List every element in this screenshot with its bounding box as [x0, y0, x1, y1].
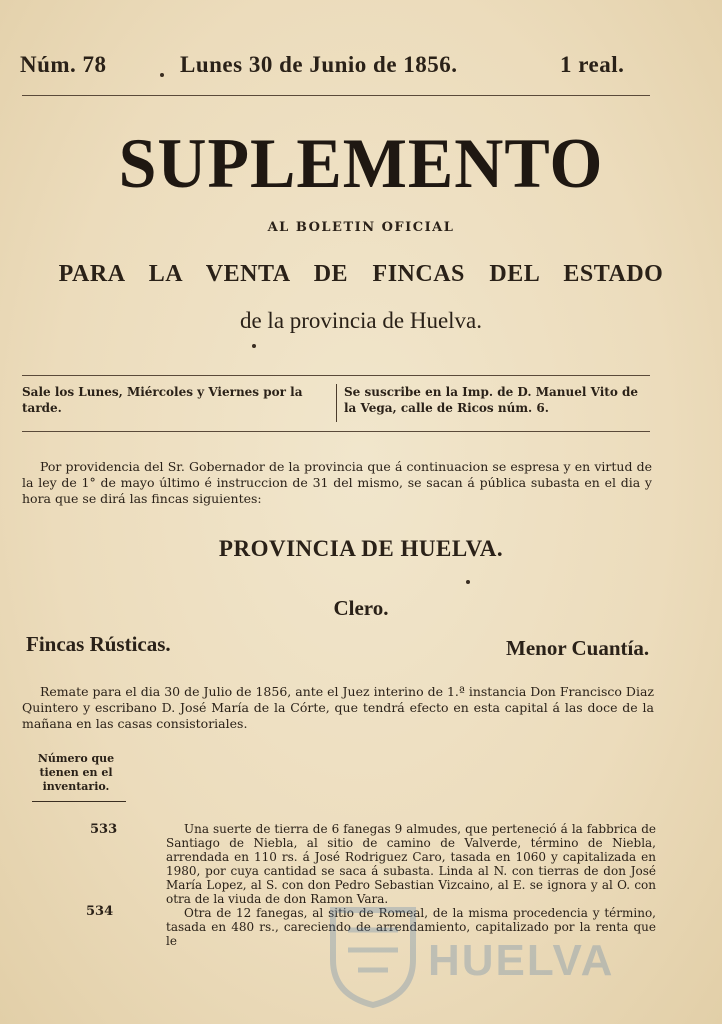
issue-number: Núm. 78	[20, 52, 107, 77]
print-speck	[466, 580, 470, 584]
issue-price: 1 real.	[560, 52, 625, 77]
intro-paragraph: Por providencia del Sr. Gobernador de la provincia que á continuacion se espresa y en virtud de la ley de 1° de mayo último é instruccion de 31 del mismo, se sacan á pública subasta en el dia y hora que se dirá las fincas siguientes:	[22, 459, 652, 506]
auction-notice: Remate para el dia 30 de Julio de 1856, ante el Juez interino de 1.ª instancia Don Francisco Diaz Quintero y escribano D. José María de la Córte, que tendrá efecto en esta capital á las doce de la mañana en las casas consistoriales.	[22, 684, 654, 731]
masthead-title: SUPLEMENTO	[118, 123, 604, 203]
header-rule	[22, 95, 650, 96]
masthead-purpose: PARA LA VENTA DE FINCAS DEL ESTADO	[58, 261, 664, 287]
minor-value-heading: Menor Cuantía.	[506, 636, 650, 660]
publication-schedule: Sale los Lunes, Miércoles y Viernes por la tarde.	[22, 385, 303, 415]
print-speck	[252, 344, 256, 348]
info-bottom-rule	[22, 431, 650, 432]
inventory-number-header: Número que tienen en el inventario.	[37, 752, 115, 793]
info-top-rule	[22, 375, 650, 376]
masthead-province: de la provincia de Huelva.	[239, 308, 483, 333]
issue-date: Lunes 30 de Junio de 1856.	[180, 52, 458, 77]
archive-watermark	[318, 900, 638, 1010]
entry-description: Una suerte de tierra de 6 fanegas 9 almudes, que perteneció á la fabbrica de Santiago de Niebla, al sitio de camino de Valverde, término de Niebla, arrendada en 110 rs. á José Rodriguez Caro, tasada en 1060 y capitalizada en 1980, por cuya cantidad se saca á subasta. Linda al N. con tierras de don José María Lopez, al S. con don Pedro Sebastian Vizcaino, al E. se ignora y al O. con otra de la viuda de don Ramon Vara.	[166, 822, 656, 906]
province-heading: PROVINCIA DE HUELVA.	[218, 536, 504, 561]
category-heading: Clero.	[333, 596, 389, 620]
entry-number: 533	[90, 822, 118, 837]
watermark-text: HUELVA	[428, 936, 615, 985]
inventory-header-rule	[32, 801, 126, 802]
entry-description: Otra de 12 fanegas, al sitio de Romeal, de la misma procedencia y término, tasada en 480 rs., careciendo de arrendamiento, capitalizado por la renta que le	[166, 906, 656, 948]
subscription-info: Se suscribe en la Imp. de D. Manuel Vito de la Vega, calle de Ricos núm. 6.	[344, 385, 639, 415]
entry-number: 534	[86, 904, 114, 919]
shield-icon	[318, 900, 428, 1010]
info-divider	[336, 384, 337, 422]
rustic-estates-heading: Fincas Rústicas.	[26, 632, 171, 656]
print-speck	[160, 73, 164, 77]
masthead-subtitle: AL BOLETIN OFICIAL	[267, 220, 455, 235]
